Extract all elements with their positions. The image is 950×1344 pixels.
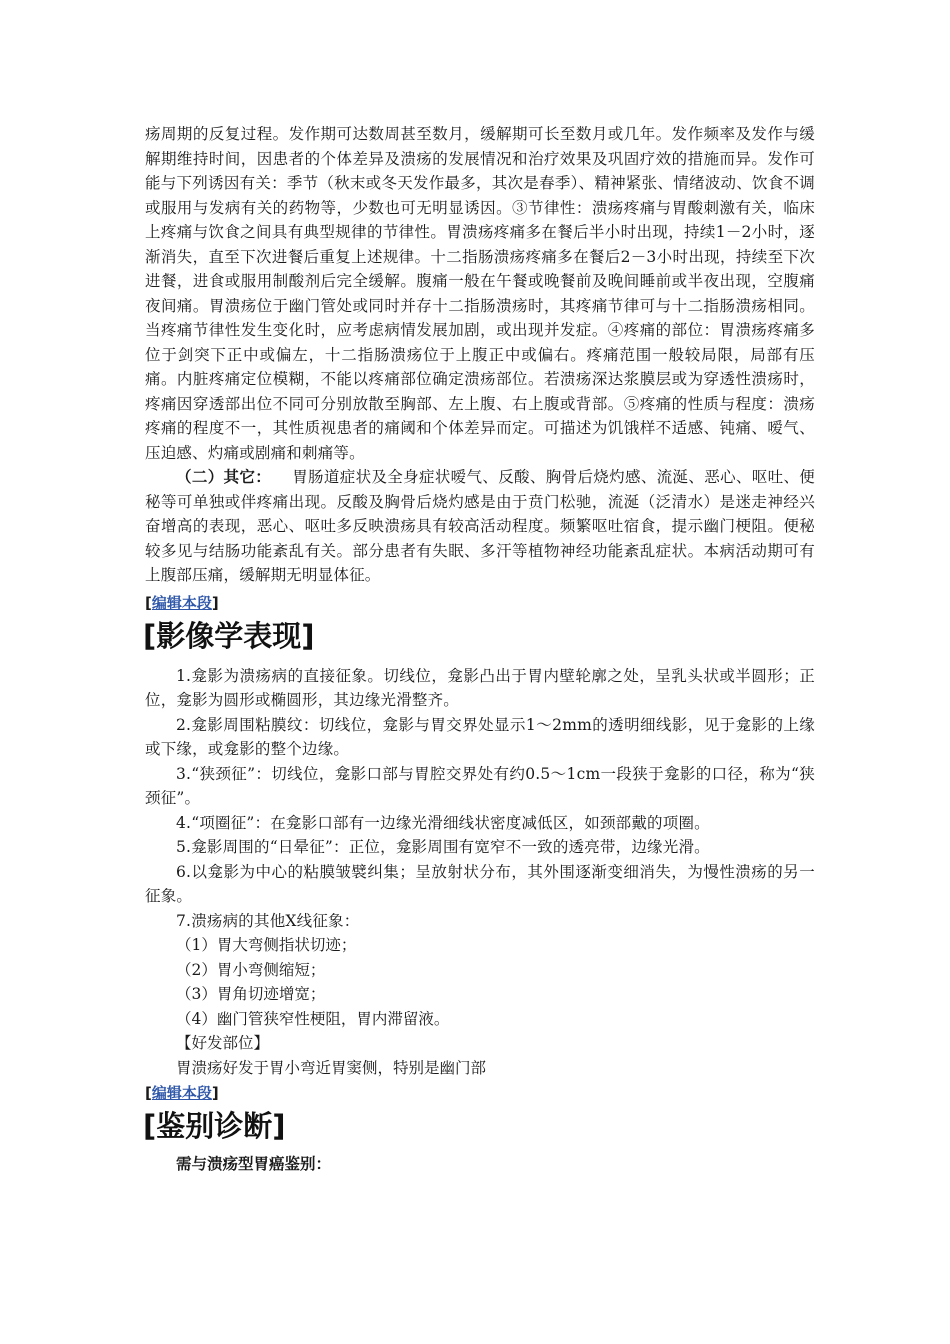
other-symptoms-label: （二）其它：: [176, 467, 272, 486]
predilection-site-label: 【好发部位】: [176, 1034, 270, 1052]
edit-section-link-2: [编辑本段]: [145, 1084, 219, 1102]
imaging-item-1: 1.龛影为溃疡病的直接征象。切线位，龛影凸出于胃内壁轮廓之处，呈乳头状或半圆形；正位，龛影为圆形或椭圆形，其边缘光滑整齐。: [145, 666, 815, 709]
xray-sign-1: （1）胃大弯侧指状切迹；: [176, 936, 357, 954]
predilection-site-text: 胃溃疡好发于胃小弯近胃窦侧，特别是幽门部: [176, 1058, 487, 1077]
xray-sign-4: （4）幽门管狭窄性梗阻，胃内滞留液。: [176, 1009, 450, 1028]
xray-sign-2: （2）胃小弯侧缩短；: [176, 960, 326, 979]
imaging-item-5: 5.龛影周围的“日晕征”：正位，龛影周围有宽窄不一致的透亮带，边缘光滑。: [176, 838, 710, 856]
other-symptoms-paragraph: [145, 465, 815, 588]
symptom-paragraph: 疡周期的反复过程。发作期可达数周甚至数月，缓解期可长至数月或几年。发作频率及发作与缓解期维持时间，因患者的个体差异及溃疡的发展情况和治疗效果及巩固疗效的措施而异。发作可能与下列诱因有关：季节（秋末或冬天发作最多，其次是春季）、精神紧张、情绪波动、饮食不调或服用与发病有关的药物等，少数也可无明显诱因。③节律性：溃疡疼痛与胃酸刺激有关，临床上疼痛与饮食之间具有典型规律的节律性。胃溃疡疼痛多在餐后半小时出现，持续1－2小时，逐渐消失，直至下次进餐后重复上述规律。十二指肠溃疡疼痛多在餐后2－3小时出现，持续至下次进餐，进食或服用制酸剂后完全缓解。腹痛一般在午餐或晚餐前及晚间睡前或半夜出现，空腹痛夜间痛。胃溃疡位于幽门管处或同时并存十二指肠溃疡时，其疼痛节律可与十二指肠溃疡相同。当疼痛节律性发生变化时，应考虑病情发展加剧，或出现并发症。④疼痛的部位：胃溃疡疼痛多位于剑突下正中或偏左，十二指肠溃疡位于上腹正中或偏右。疼痛范围一般较局限，局部有压痛。内脏疼痛定位模糊，不能以疼痛部位确定溃疡部位。若溃疡深达浆膜层或为穿透性溃疡时，疼痛因穿透部出位不同可分别放散至胸部、左上腹、右上腹或背部。⑤疼痛的性质与程度：溃疡疼痛的程度不一，其性质视患者的痛阈和个体差异而定。可描述为饥饿样不适感、钝痛、嗳气、压迫感、灼痛或剧痛和刺痛等。: [145, 125, 815, 462]
imaging-item-7: 7.溃疡病的其他X线征象：: [176, 911, 360, 930]
imaging-heading: [影像学表现]: [143, 618, 315, 653]
imaging-item-4: 4.“项圈征”：在龛影口部有一边缘光滑细线状密度减低区，如颈部戴的项圈。: [176, 813, 710, 832]
edit-section-link-1: [编辑本段]: [145, 593, 219, 612]
diagnosis-intro: 需与溃疡型胃癌鉴别：: [176, 1154, 332, 1173]
edit-section-anchor[interactable]: 编辑本段: [151, 593, 212, 612]
xray-sign-3: （3）胃角切迹增宽；: [176, 985, 326, 1003]
diagnosis-heading: [鉴别诊断]: [143, 1109, 286, 1143]
other-symptoms-text: 胃肠道症状及全身症状嗳气、反酸、胸骨后烧灼感、流涎、恶心、呕吐、便秘等可单独或伴疼痛出现。反酸及胸骨后烧灼感是由于贲门松驰，流涎（泛清水）是迷走神经兴奋增高的表现，恶心、呕吐多反映溃疡具有较高活动程度。频繁呕吐宿食，提示幽门梗阻。便秘较多见与结肠功能紊乱有关。部分患者有失眠、多汗等植物神经功能紊乱症状。本病活动期可有上腹部压痛，缓解期无明显体征。: [145, 468, 816, 584]
imaging-item-3: 3.“狭颈征”：切线位，龛影口部与胃腔交界处有约0.5～1cm一段狭于龛影的口径，称为“狭颈征”。: [145, 764, 815, 807]
document-content: [145, 122, 815, 1177]
imaging-item-6: 6.以龛影为中心的粘膜皱襞纠集；呈放射状分布，其外围逐渐变细消失，为慢性溃疡的另一征象。: [145, 862, 815, 905]
edit-section-anchor[interactable]: 编辑本段: [151, 1084, 212, 1102]
imaging-item-2: 2.龛影周围粘膜纹：切线位，龛影与胃交界处显示1～2mm的透明细线影，见于龛影的上缘或下缘，或龛影的整个边缘。: [145, 715, 815, 758]
